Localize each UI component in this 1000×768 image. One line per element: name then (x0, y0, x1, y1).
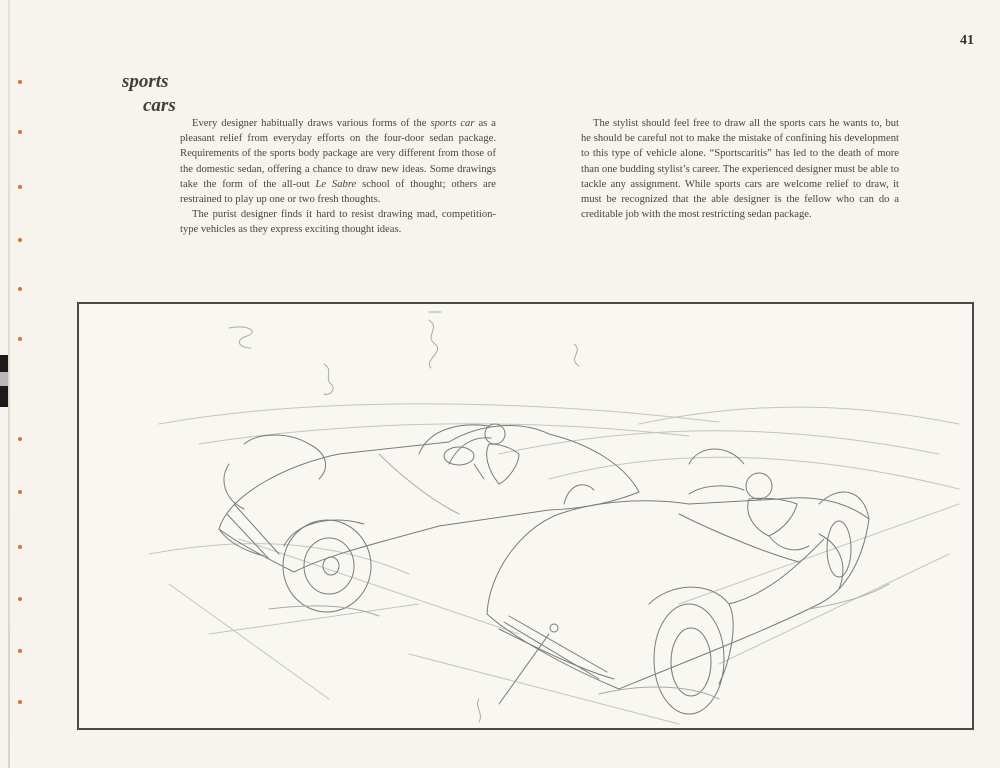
left-p1-italic-le-sabre: Le Sabre (315, 178, 357, 190)
binder-hole (18, 130, 22, 134)
right-sports-car (478, 449, 869, 722)
left-p1-text-c: school of thought; others are restrained to play up one or two fresh thoughts. (180, 178, 496, 206)
binder-hole (18, 238, 22, 242)
binder-hole (18, 437, 22, 441)
left-sports-car (219, 424, 639, 612)
ground-marks (269, 584, 889, 699)
binding-tab-gap (0, 372, 8, 386)
left-text-column (180, 116, 496, 238)
left-p1-italic-sports-car: sports car (430, 118, 475, 129)
sports-cars-sketch (79, 304, 972, 728)
section-title-line2: cars (143, 95, 176, 116)
binder-hole (18, 545, 22, 549)
section-title (122, 70, 176, 118)
exhaust-squiggles (229, 312, 579, 394)
binder-hole (18, 185, 22, 189)
binder-hole (18, 649, 22, 653)
left-p1-text-a: Every designer habitually draws various forms of the (192, 118, 431, 129)
page-number: 41 (960, 33, 974, 48)
binder-hole (18, 597, 22, 601)
speed-lines (149, 404, 959, 724)
binder-hole (18, 490, 22, 494)
left-p1-text-b: as a pleasant relief from everyday efforts on the four-door sedan package. Requirements of the sports body package are very different from those of the domestic sedan, offering a chance to draw new ideas. Some drawings take the form of the all-out (180, 118, 496, 190)
left-paragraph-1 (180, 116, 496, 207)
binder-hole (18, 337, 22, 341)
binder-hole (18, 700, 22, 704)
binder-hole (18, 80, 22, 84)
left-paragraph-2: The purist designer finds it hard to resist drawing mad, competition-type vehicles as they express exciting thought ideas. (180, 209, 496, 236)
illustration-frame (77, 302, 974, 730)
page-edge (8, 0, 10, 768)
binder-hole (18, 287, 22, 291)
right-paragraph-1: The stylist should feel free to draw all the sports cars he wants to, but he should be careful not to make the mistake of confining his development to this type of vehicle alone. “Sportscaritis” has led to the death of more than one budding stylist’s career. The experienced designer must be able to tackle any assignment. While sports cars are welcome relief to draw, it must be recognized that the able designer is the fellow who can do a creditable job with the most restricting sedan package. (581, 118, 899, 221)
section-title-line1: sports (122, 71, 169, 92)
right-text-column (581, 116, 899, 222)
